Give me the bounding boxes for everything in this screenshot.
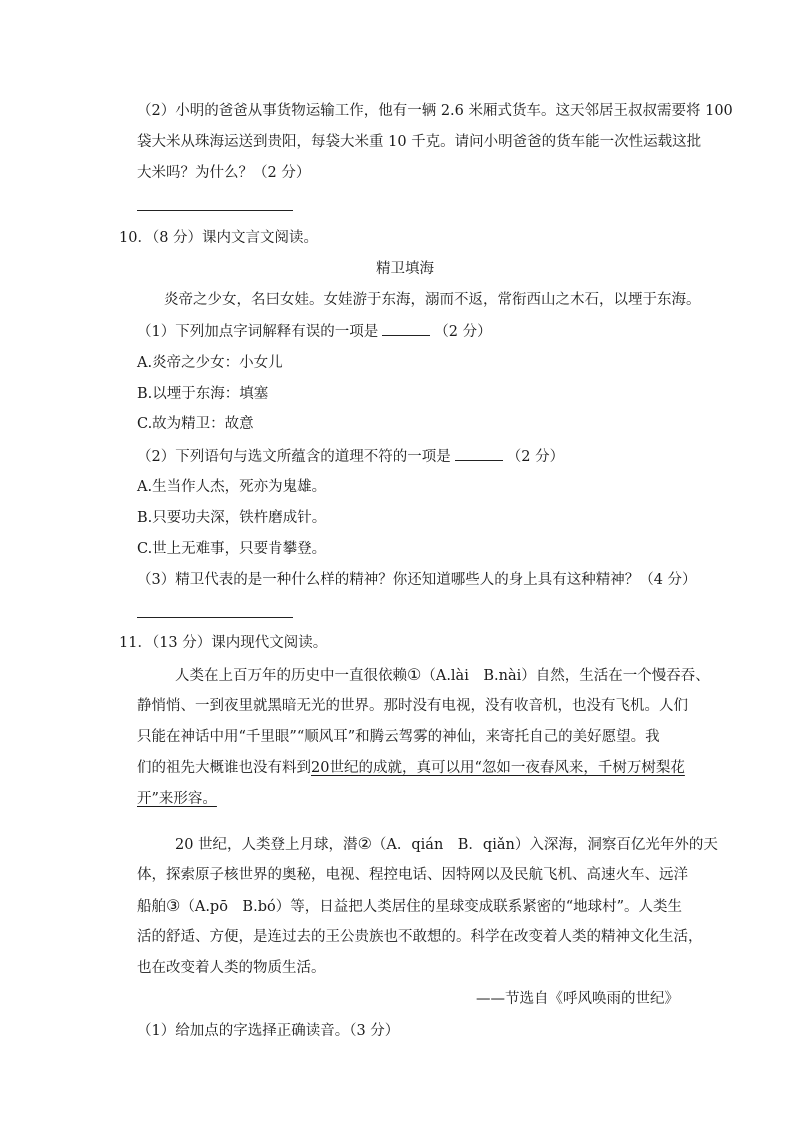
q11-p2-line-3 <box>137 896 682 917</box>
q11-p1-line-1-options: （A.lài B.nài）自然，生活在一个慢吞吞、 <box>421 668 710 684</box>
q10-sub3: （3）精卫代表的是一种什么样的精神？你还知道哪些人的身上具有这种精神？（4 分） <box>137 572 697 588</box>
q10-sub1-blank[interactable] <box>382 321 430 336</box>
q11-p2-line-3-options: （A.pō B.bó）等，日益把人类居住的星球变成联系紧密的“地球村”。人类生 <box>180 899 683 915</box>
q10-passage-title: 精卫填海 <box>376 261 434 277</box>
marker-3: ③ <box>166 896 181 915</box>
q10-sub1 <box>137 321 492 342</box>
q11-p2-line-1-text: 20 世纪，人类登上月球，潜 <box>175 837 358 853</box>
q11-p1-line-1 <box>175 665 710 686</box>
marker-2: ② <box>357 834 372 853</box>
q9-part2-line-1: （2）小明的爸爸从事货物运输工作，他有一辆 2.6 米厢式货车。这天邻居王叔叔需要将 100 <box>137 103 733 119</box>
q10-heading: 10．（8 分）课内文言文阅读。 <box>119 230 319 246</box>
q9-part2-line-3: 大米吗？为什么？（2 分） <box>137 165 311 181</box>
q11-p1-line-2: 静悄悄、一到夜里就黑暗无光的世界。那时没有电视，没有收音机，也没有飞机。人们 <box>137 698 688 714</box>
q11-underlined-sentence: 20世纪的成就，真可以用“忽如一夜春风来，千树万树梨花 <box>311 760 685 776</box>
q10-sub1-option-a: A.炎帝之少女：小女儿 <box>137 355 283 371</box>
q11-heading: 11．（13 分）课内现代文阅读。 <box>119 635 328 651</box>
q11-p2-line-5: 也在改变着人类的物质生活。 <box>137 960 326 976</box>
q10-sub2-option-c: C.世上无难事，只要肯攀登。 <box>137 541 327 557</box>
q10-sub1-option-c: C.故为精卫：故意 <box>137 416 254 432</box>
q11-p1-line-1-text: 人类在上百万年的历史中一直很依赖 <box>175 668 407 684</box>
q10-sub1-points: （2 分） <box>434 324 492 340</box>
q9-answer-line[interactable] <box>137 210 293 211</box>
marker-1: ① <box>407 665 422 684</box>
q10-sub2-blank[interactable] <box>455 446 503 461</box>
q10-answer-line[interactable] <box>137 617 293 618</box>
q10-sub1-option-b: B.以堙于东海：填塞 <box>137 386 269 402</box>
q10-sub2 <box>137 446 564 467</box>
q11-source: ——节选自《呼风唤雨的世纪》 <box>476 991 679 1007</box>
q9-part2-line-2: 袋大米从珠海运送到贵阳，每袋大米重 10 千克。请问小明爸爸的货车能一次性运载这批 <box>137 134 702 150</box>
q11-p2-line-4: 活的舒适、方便，是连过去的王公贵族也不敢想的。科学在改变着人类的精神文化生活， <box>137 929 703 945</box>
q11-p1-line-4-text: 们的祖先大概谁也没有料到 <box>137 760 311 776</box>
q11-sub1: （1）给加点的字选择正确读音。（3 分） <box>137 1023 400 1039</box>
q10-sub2-option-b: B.只要功夫深，铁杵磨成针。 <box>137 510 327 526</box>
q11-p2-line-1 <box>175 834 718 855</box>
q10-sub1-text: （1）下列加点字词解释有误的一项是 <box>137 324 379 340</box>
q10-sub2-text: （2）下列语句与选文所蕴含的道理不符的一项是 <box>137 449 451 465</box>
q11-p1-line-4 <box>137 758 685 778</box>
q11-p1-line-5: 开”来形容。 <box>137 791 217 807</box>
q10-passage: 炎帝之少女，名曰女娃。女娃游于东海，溺而不返，常衔西山之木石，以堙于东海。 <box>164 292 701 308</box>
q10-sub2-points: （2 分） <box>506 449 565 465</box>
q10-sub2-option-a: A.生当作人杰，死亦为鬼雄。 <box>137 479 327 495</box>
q11-p2-line-2: 体，探索原子核世界的奥秘，电视、程控电话、因特网以及民航飞机、高速火车、远洋 <box>137 867 688 883</box>
q11-p1-line-3: 只能在神话中用“千里眼”“顺风耳”和腾云驾雾的神仙，来寄托自己的美好愿望。我 <box>137 729 660 745</box>
q11-p2-line-1-options: （A．qián B．qiǎn）入深海，洞察百亿光年外的天 <box>371 837 718 853</box>
q11-p2-line-3-text: 船舶 <box>137 899 166 915</box>
